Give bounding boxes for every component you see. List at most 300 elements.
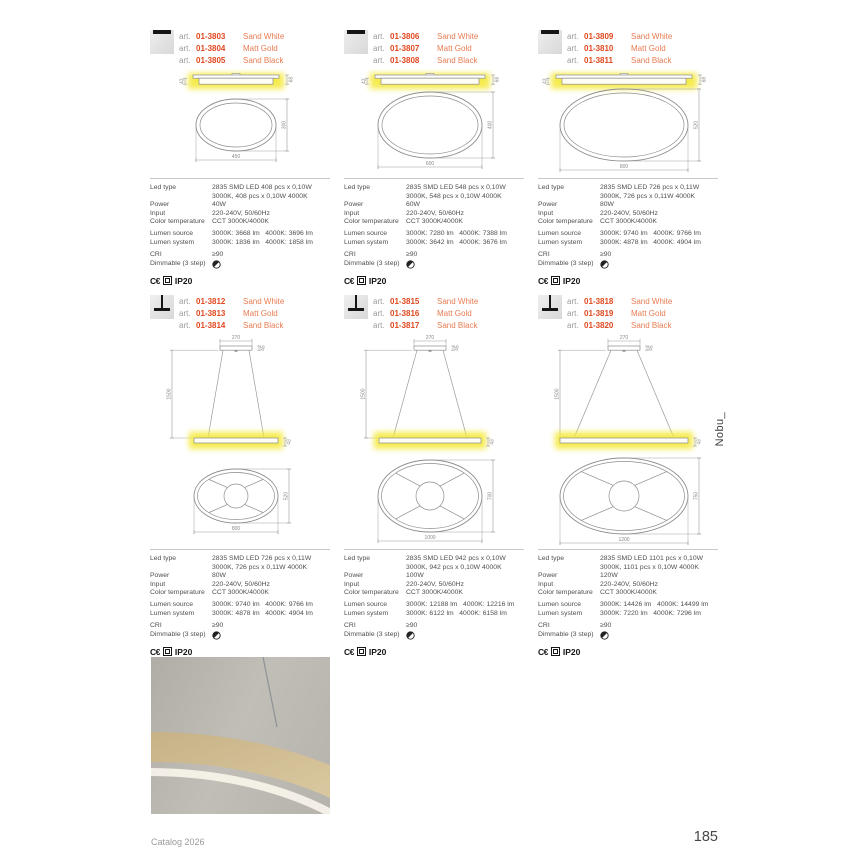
spec-label: Lumen system <box>150 239 195 247</box>
art-prefix: art. <box>567 309 579 318</box>
spec-label: Lumen source <box>150 230 194 238</box>
art-finish: Sand Black <box>631 321 672 330</box>
product-row-pendant <box>150 295 718 657</box>
class-ii-insulation-icon <box>551 647 560 656</box>
art-list <box>373 295 478 332</box>
spec-row-cri <box>150 251 330 260</box>
spec-label: Lumen system <box>538 239 583 247</box>
spec-value <box>600 631 718 644</box>
spec-label: Dimmable (3 step) <box>538 630 594 638</box>
art-finish: Sand White <box>437 32 479 41</box>
product-header <box>150 30 330 67</box>
class-ii-insulation-icon <box>357 647 366 656</box>
art-finish: Sand White <box>437 297 479 306</box>
spec-value: 2835 SMD LED 408 pcs x 0,10W 3000K, 408 pcs x 0,10W 4000K <box>212 184 312 200</box>
spec-row-color-temperature <box>344 218 524 227</box>
spec-value: 3000K: 1836 lm 4000K: 1858 lm <box>212 239 313 247</box>
spec-table <box>538 549 718 657</box>
spec-row-color-temperature <box>150 218 330 227</box>
spec-label: Color temperature <box>344 218 399 226</box>
art-code: 01-3810 <box>584 44 614 53</box>
art-list <box>179 30 284 67</box>
spec-value: ≥90 <box>600 251 612 259</box>
spec-label: Lumen source <box>538 601 582 609</box>
certification-row <box>344 276 524 286</box>
spec-row-dimmable <box>344 631 524 644</box>
product-header <box>344 30 524 67</box>
art-finish: Sand Black <box>243 321 284 330</box>
ip-rating: IP20 <box>368 646 387 657</box>
svg-text:45: 45 <box>454 345 461 351</box>
spec-row-power <box>344 201 524 210</box>
art-prefix: art. <box>373 309 385 318</box>
art-finish: Matt Gold <box>243 44 278 53</box>
art-prefix: art. <box>373 32 385 41</box>
svg-text:520: 520 <box>693 120 700 130</box>
spec-row-power <box>150 572 330 581</box>
art-prefix: art. <box>373 297 385 306</box>
spec-label: Lumen system <box>538 610 583 618</box>
spec-row-power <box>150 201 330 210</box>
spec-value: 80W <box>600 201 614 209</box>
spec-label: CRI <box>150 622 162 630</box>
spec-row-lumen-system <box>344 239 524 248</box>
spec-value: 3000K: 12188 lm 4000K: 12216 lm <box>406 601 515 609</box>
gold-ring-pendant-image <box>151 657 330 814</box>
art-prefix: art. <box>373 44 385 53</box>
spec-label: Power <box>150 201 170 209</box>
spec-row-cri <box>538 251 718 260</box>
spec-row-lumen-source <box>150 230 330 239</box>
art-row <box>373 55 478 67</box>
spec-label: Lumen system <box>344 239 389 247</box>
spec-value <box>406 260 524 273</box>
svg-text:700: 700 <box>487 491 494 501</box>
spec-value: 100W <box>406 572 424 580</box>
art-code: 01-3811 <box>584 56 613 65</box>
svg-text:43: 43 <box>286 439 293 445</box>
spec-row-lumen-system <box>538 239 718 248</box>
spec-table <box>344 178 524 286</box>
art-code: 01-3809 <box>584 32 614 41</box>
art-code: 01-3815 <box>390 297 420 306</box>
spec-value: 3000K: 4878 lm 4000K: 4904 lm <box>600 239 701 247</box>
certification-row <box>150 647 330 657</box>
spec-label: Dimmable (3 step) <box>344 630 400 638</box>
art-code: 01-3807 <box>390 44 420 53</box>
spec-label: Lumen source <box>344 601 388 609</box>
spec-value: 2835 SMD LED 726 pcs x 0,11W 3000K, 726 pcs x 0,11W 4000K <box>600 184 700 200</box>
spec-value: CCT 3000K/4000K <box>406 589 463 597</box>
spec-value: 3000K: 6122 lm 4000K: 6158 lm <box>406 610 507 618</box>
spec-value: 40W <box>212 201 226 209</box>
class-ii-insulation-icon <box>163 647 172 656</box>
svg-text:43: 43 <box>489 439 496 445</box>
spec-label: Dimmable (3 step) <box>150 259 206 267</box>
spec-label: CRI <box>150 251 162 259</box>
spec-label: Led type <box>538 184 565 191</box>
spec-row-color-temperature <box>538 218 718 227</box>
art-row <box>373 296 478 308</box>
spec-label: Power <box>344 201 364 209</box>
spec-label: Input <box>150 209 166 217</box>
spec-label: Power <box>538 572 558 580</box>
certification-row <box>344 647 524 657</box>
spec-value: 220-240V, 50/60Hz <box>212 580 270 588</box>
svg-text:450: 450 <box>231 153 241 160</box>
spec-row-dimmable <box>538 260 718 273</box>
spec-label: Led type <box>150 555 177 562</box>
spec-value: 3000K: 9740 lm 4000K: 9766 lm <box>600 230 701 238</box>
art-code: 01-3819 <box>584 309 614 318</box>
svg-text:45: 45 <box>260 345 267 351</box>
spec-value: 220-240V, 50/60Hz <box>600 580 658 588</box>
art-finish: Matt Gold <box>243 309 278 318</box>
spec-value: 3000K: 9740 lm 4000K: 9766 lm <box>212 601 313 609</box>
spec-label: Led type <box>344 184 371 191</box>
spec-label: Dimmable (3 step) <box>344 259 400 267</box>
certification-row <box>150 276 330 286</box>
svg-text:800: 800 <box>231 525 241 532</box>
spec-value: 220-240V, 50/60Hz <box>600 209 658 217</box>
technical-drawing <box>150 334 330 546</box>
spec-table <box>538 178 718 286</box>
svg-text:43: 43 <box>179 78 186 84</box>
art-code: 01-3816 <box>390 309 420 318</box>
spec-value: ≥90 <box>406 622 418 630</box>
spec-value: 3000K: 4878 lm 4000K: 4904 lm <box>212 610 313 618</box>
spec-label: Color temperature <box>150 589 205 597</box>
spec-row-power <box>344 572 524 581</box>
spec-value: 2835 SMD LED 726 pcs x 0,11W 3000K, 726 pcs x 0,11W 4000K <box>212 555 312 571</box>
spec-row-input <box>150 581 330 590</box>
art-prefix: art. <box>567 44 579 53</box>
art-prefix: art. <box>373 56 385 65</box>
spec-row-input <box>538 210 718 219</box>
art-code: 01-3812 <box>196 297 226 306</box>
technical-drawing <box>150 69 330 175</box>
pendant-mount-icon <box>344 295 368 319</box>
svg-text:270: 270 <box>231 334 241 341</box>
spec-value: 2835 SMD LED 942 pcs x 0,10W 3000K, 942 pcs x 0,10W 4000K <box>406 555 506 571</box>
art-prefix: art. <box>567 56 579 65</box>
spec-value: 3000K: 3642 lm 4000K: 3676 lm <box>406 239 507 247</box>
product-cell <box>150 295 330 657</box>
spec-row-dimmable <box>150 631 330 644</box>
product-header <box>150 295 330 332</box>
art-finish: Sand Black <box>631 56 672 65</box>
spec-label: Color temperature <box>344 589 399 597</box>
art-prefix: art. <box>567 321 579 330</box>
certification-row <box>538 276 718 286</box>
ip-rating: IP20 <box>174 646 193 657</box>
spec-value: CCT 3000K/4000K <box>212 218 269 226</box>
art-finish: Matt Gold <box>631 44 666 53</box>
product-cell <box>344 295 524 657</box>
spec-row-lumen-system <box>344 610 524 619</box>
product-photo <box>151 657 330 814</box>
spec-value: ≥90 <box>212 251 224 259</box>
spec-label: Led type <box>150 184 177 191</box>
art-finish: Sand White <box>631 32 673 41</box>
product-cell <box>344 30 524 286</box>
art-row <box>179 296 284 308</box>
technical-drawing <box>344 69 524 175</box>
spec-value: 3000K: 14426 lm 4000K: 14499 lm <box>600 601 709 609</box>
art-finish: Sand White <box>631 297 673 306</box>
dimmable-icon <box>600 631 609 640</box>
art-code: 01-3818 <box>584 297 614 306</box>
ce-mark-icon: C€ <box>344 275 354 286</box>
spec-label: CRI <box>538 251 550 259</box>
ceiling-mount-icon <box>150 30 174 54</box>
art-finish: Matt Gold <box>437 309 472 318</box>
technical-drawing <box>538 69 718 175</box>
spec-value: ≥90 <box>406 251 418 259</box>
spec-value: 220-240V, 50/60Hz <box>406 580 464 588</box>
art-code: 01-3806 <box>390 32 420 41</box>
spec-row-dimmable <box>150 260 330 273</box>
svg-text:400: 400 <box>487 120 494 130</box>
spec-row-input <box>344 581 524 590</box>
spec-row-led-type <box>344 184 524 201</box>
spec-label: Color temperature <box>538 218 593 226</box>
spec-label: Led type <box>538 555 565 562</box>
spec-row-power <box>538 572 718 581</box>
class-ii-insulation-icon <box>357 276 366 285</box>
spec-label: Input <box>538 209 554 217</box>
art-list <box>179 295 284 332</box>
art-row <box>373 308 478 320</box>
spec-label: Input <box>344 580 360 588</box>
spec-label: Dimmable (3 step) <box>538 259 594 267</box>
spec-row-input <box>538 581 718 590</box>
dimmable-icon <box>212 260 221 269</box>
art-finish: Sand Black <box>437 321 478 330</box>
spec-label: Power <box>538 201 558 209</box>
spec-label: CRI <box>344 622 356 630</box>
spec-table <box>150 178 330 286</box>
svg-text:43: 43 <box>696 439 703 445</box>
art-finish: Sand White <box>243 297 285 306</box>
dimmable-icon <box>406 260 415 269</box>
certification-row <box>538 647 718 657</box>
technical-drawing <box>538 334 718 546</box>
spec-label: Lumen source <box>150 601 194 609</box>
art-list <box>567 30 672 67</box>
spec-row-led-type <box>150 555 330 572</box>
svg-text:270: 270 <box>425 334 435 341</box>
art-finish: Sand Black <box>243 56 284 65</box>
spec-value: 60W <box>406 201 420 209</box>
svg-text:750: 750 <box>693 491 700 501</box>
art-row <box>179 320 284 332</box>
art-prefix: art. <box>179 44 191 53</box>
series-side-label: Nobu_ <box>714 412 726 447</box>
spec-value: 3000K: 7220 lm 4000K: 7296 lm <box>600 610 701 618</box>
spec-row-cri <box>150 622 330 631</box>
svg-text:43: 43 <box>542 78 549 84</box>
art-row <box>373 43 478 55</box>
spec-table <box>344 549 524 657</box>
ce-mark-icon: C€ <box>150 275 160 286</box>
spec-label: CRI <box>538 622 550 630</box>
art-row <box>567 320 672 332</box>
art-prefix: art. <box>567 297 579 306</box>
spec-label: Lumen source <box>538 230 582 238</box>
art-row <box>179 31 284 43</box>
spec-row-lumen-system <box>538 610 718 619</box>
spec-row-lumen-source <box>344 601 524 610</box>
svg-text:1500: 1500 <box>360 388 367 400</box>
spec-value <box>212 260 330 273</box>
ce-mark-icon: C€ <box>538 275 548 286</box>
dimmable-icon <box>600 260 609 269</box>
spec-row-lumen-system <box>150 610 330 619</box>
spec-row-led-type <box>344 555 524 572</box>
suspension-wire <box>263 657 277 727</box>
svg-text:300: 300 <box>281 120 288 130</box>
art-row <box>567 296 672 308</box>
spec-value: ≥90 <box>212 622 224 630</box>
spec-row-input <box>344 210 524 219</box>
spec-row-lumen-source <box>538 601 718 610</box>
spec-label: Lumen system <box>150 610 195 618</box>
spec-table <box>150 549 330 657</box>
art-prefix: art. <box>179 321 191 330</box>
ceiling-mount-icon <box>344 30 368 54</box>
spec-row-led-type <box>538 184 718 201</box>
spec-value: 3000K: 7280 lm 4000K: 7388 lm <box>406 230 507 238</box>
spec-value: CCT 3000K/4000K <box>600 589 657 597</box>
spec-row-cri <box>344 622 524 631</box>
product-cell <box>150 30 330 286</box>
art-row <box>373 320 478 332</box>
spec-label: Input <box>344 209 360 217</box>
art-code: 01-3804 <box>196 44 226 53</box>
spec-row-lumen-source <box>538 230 718 239</box>
ip-rating: IP20 <box>562 275 581 286</box>
spec-row-color-temperature <box>538 589 718 598</box>
art-code: 01-3820 <box>584 321 614 330</box>
art-code: 01-3808 <box>390 56 420 65</box>
spec-row-lumen-source <box>344 230 524 239</box>
art-row <box>567 31 672 43</box>
spec-label: Input <box>150 580 166 588</box>
art-code: 01-3814 <box>196 321 226 330</box>
svg-text:45: 45 <box>648 345 655 351</box>
art-prefix: art. <box>567 32 579 41</box>
spec-value: 2835 SMD LED 548 pcs x 0,10W 3000K, 548 pcs x 0,10W 4000K <box>406 184 506 200</box>
art-finish: Matt Gold <box>631 309 666 318</box>
product-row-ceiling <box>150 30 718 286</box>
art-row <box>567 43 672 55</box>
spec-value: 2835 SMD LED 1101 pcs x 0,10W 3000K, 1101 pcs x 0,10W 4000K <box>600 555 704 571</box>
spec-row-lumen-system <box>150 239 330 248</box>
svg-text:68: 68 <box>494 76 501 83</box>
spec-value: 3000K: 3668 lm 4000K: 3696 lm <box>212 230 313 238</box>
art-code: 01-3805 <box>196 56 226 65</box>
product-header <box>344 295 524 332</box>
art-prefix: art. <box>179 32 191 41</box>
art-code: 01-3817 <box>390 321 420 330</box>
spec-label: Dimmable (3 step) <box>150 630 206 638</box>
technical-drawing <box>344 334 524 546</box>
svg-text:1500: 1500 <box>554 388 561 400</box>
spec-row-dimmable <box>538 631 718 644</box>
spec-value: ≥90 <box>600 622 612 630</box>
dimmable-icon <box>212 631 221 640</box>
svg-text:600: 600 <box>425 160 435 167</box>
ce-mark-icon: C€ <box>344 646 354 657</box>
spec-label: CRI <box>344 251 356 259</box>
spec-value: 220-240V, 50/60Hz <box>212 209 270 217</box>
spec-label: Input <box>538 580 554 588</box>
art-row <box>567 308 672 320</box>
spec-label: Lumen system <box>344 610 389 618</box>
art-code: 01-3813 <box>196 309 226 318</box>
svg-text:1000: 1000 <box>424 534 436 541</box>
class-ii-insulation-icon <box>163 276 172 285</box>
art-row <box>179 43 284 55</box>
art-row <box>179 308 284 320</box>
spec-row-led-type <box>538 555 718 572</box>
spec-label: Power <box>150 572 170 580</box>
spec-row-power <box>538 201 718 210</box>
svg-text:520: 520 <box>283 491 290 501</box>
art-finish: Sand White <box>243 32 285 41</box>
dimmable-icon <box>406 631 415 640</box>
art-prefix: art. <box>179 56 191 65</box>
spec-value: 220-240V, 50/60Hz <box>406 209 464 217</box>
art-code: 01-3803 <box>196 32 226 41</box>
art-row <box>373 31 478 43</box>
art-row <box>179 55 284 67</box>
product-cell <box>538 295 718 657</box>
ip-rating: IP20 <box>562 646 581 657</box>
spec-row-cri <box>538 622 718 631</box>
spec-row-color-temperature <box>344 589 524 598</box>
class-ii-insulation-icon <box>551 276 560 285</box>
page-number: 185 <box>693 829 718 845</box>
ip-rating: IP20 <box>368 275 387 286</box>
art-prefix: art. <box>179 297 191 306</box>
spec-label: Color temperature <box>538 589 593 597</box>
spec-value <box>406 631 524 644</box>
spec-row-cri <box>344 251 524 260</box>
spec-label: Led type <box>344 555 371 562</box>
product-header <box>538 30 718 67</box>
svg-text:270: 270 <box>619 334 629 341</box>
spec-row-color-temperature <box>150 589 330 598</box>
svg-text:1200: 1200 <box>618 536 630 543</box>
ce-mark-icon: C€ <box>150 646 160 657</box>
footer-catalog-label: Catalog 2026 <box>151 837 205 847</box>
spec-value: CCT 3000K/4000K <box>212 589 269 597</box>
art-finish: Sand Black <box>437 56 478 65</box>
spec-row-dimmable <box>344 260 524 273</box>
spec-value: 120W <box>600 572 618 580</box>
ce-mark-icon: C€ <box>538 646 548 657</box>
pendant-mount-icon <box>150 295 174 319</box>
svg-text:1500: 1500 <box>166 388 173 400</box>
art-prefix: art. <box>373 321 385 330</box>
pendant-mount-icon <box>538 295 562 319</box>
spec-value <box>212 631 330 644</box>
spec-label: Power <box>344 572 364 580</box>
svg-text:68: 68 <box>288 76 295 83</box>
spec-value: CCT 3000K/4000K <box>406 218 463 226</box>
